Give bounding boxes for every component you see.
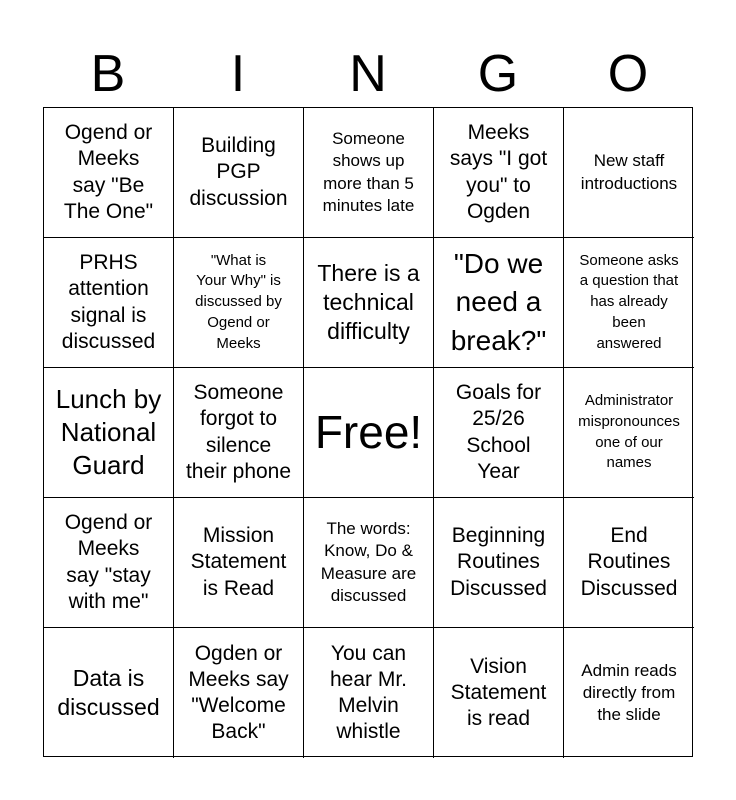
square-text: There is a technical difficulty: [317, 259, 420, 345]
square-text: "Do we need a break?": [450, 248, 547, 356]
square-text: Building PGP discussion: [189, 134, 288, 210]
bingo-square[interactable]: [44, 108, 174, 238]
bingo-square[interactable]: [174, 368, 304, 498]
bingo-square[interactable]: [304, 498, 434, 628]
square-text: Ogend or Meeks say "stay with me": [64, 511, 153, 613]
header-letter-o: O: [607, 45, 649, 103]
square-text: Someone forgot to silence their phone: [185, 381, 292, 483]
bingo-square[interactable]: [44, 628, 174, 758]
square-text: Someone asks a question that has already been answered: [579, 251, 679, 352]
square-text: Ogden or Meeks say "Welcome Back": [188, 641, 289, 744]
bingo-square[interactable]: [564, 628, 694, 758]
bingo-square[interactable]: [304, 628, 434, 758]
bingo-square[interactable]: [434, 498, 564, 628]
bingo-square[interactable]: [434, 368, 564, 498]
free-square-text: Free!: [314, 406, 423, 459]
square-text: End Routines Discussed: [580, 524, 678, 600]
square-text: Administrator mispronounces one of our names: [578, 392, 680, 472]
bingo-square[interactable]: [304, 238, 434, 368]
bingo-square[interactable]: [44, 238, 174, 368]
square-text: New staff introductions: [580, 151, 678, 193]
bingo-header: [43, 40, 693, 108]
square-text: Lunch by National Guard: [55, 383, 162, 480]
square-text: Mission Statement is Read: [190, 524, 287, 600]
header-letter-g: G: [477, 45, 519, 103]
square-text: Data is discussed: [57, 664, 160, 720]
bingo-square[interactable]: [174, 628, 304, 758]
square-text: PRHS attention signal is discussed: [61, 251, 156, 353]
square-text: Ogend or Meeks say "Be The One": [63, 121, 154, 223]
bingo-square[interactable]: [564, 238, 694, 368]
square-text: You can hear Mr. Melvin whistle: [329, 641, 408, 744]
square-text: Someone shows up more than 5 minutes late: [322, 129, 415, 215]
bingo-square[interactable]: [174, 498, 304, 628]
square-text: Meeks says "I got you" to Ogden: [449, 121, 548, 223]
header-letter-b: B: [90, 45, 126, 103]
header-letter-n: N: [349, 45, 387, 103]
bingo-board: [43, 107, 693, 757]
bingo-square[interactable]: [174, 108, 304, 238]
square-text: Beginning Routines Discussed: [450, 524, 547, 600]
square-text: Vision Statement is read: [450, 654, 547, 731]
square-text: Goals for 25/26 School Year: [455, 381, 542, 483]
bingo-square[interactable]: [434, 628, 564, 758]
bingo-square[interactable]: [174, 238, 304, 368]
square-text: The words: Know, Do & Measure are discussed: [320, 519, 417, 605]
square-text: Admin reads directly from the slide: [581, 660, 677, 725]
bingo-square[interactable]: [44, 498, 174, 628]
free-square[interactable]: [304, 368, 434, 498]
bingo-square[interactable]: [44, 368, 174, 498]
bingo-square[interactable]: [564, 368, 694, 498]
header-letter-i: I: [230, 45, 246, 103]
bingo-square[interactable]: [434, 238, 564, 368]
bingo-square[interactable]: [304, 108, 434, 238]
bingo-square[interactable]: [434, 108, 564, 238]
square-text: "What is Your Why" is discussed by Ogend or Meeks: [195, 251, 282, 352]
bingo-square[interactable]: [564, 108, 694, 238]
bingo-square[interactable]: [564, 498, 694, 628]
